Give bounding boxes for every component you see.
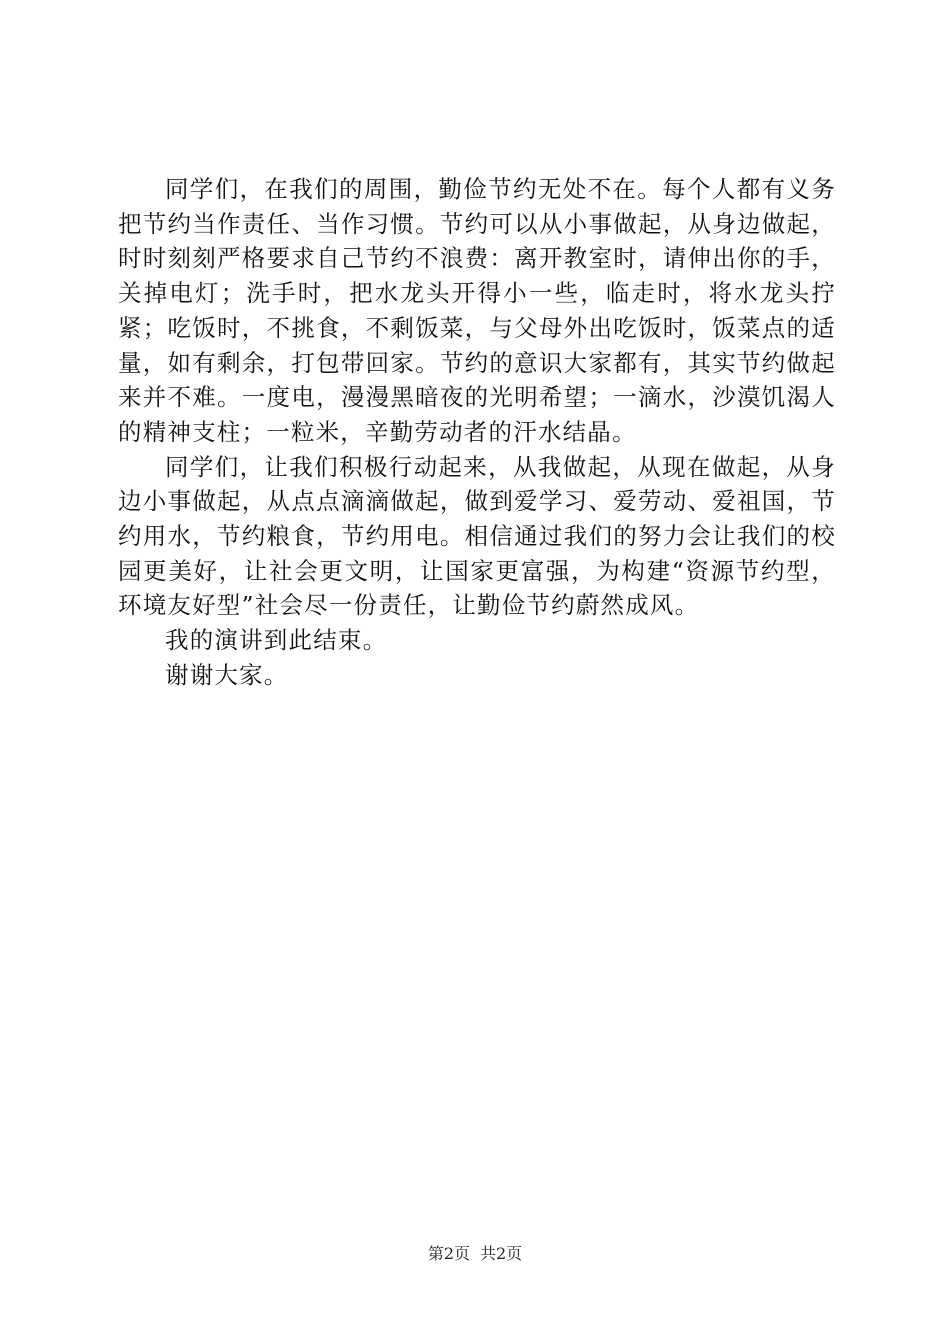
- paragraph-call-to-action: 同学们，让我们积极行动起来，从我做起，从现在做起，从身边小事做起，从点点滴滴做起，做到爱学习、爱劳动、爱祖国，节约用水，节约粮食，节约用电。相信通过我们的努力会让我们的校园更美好，让社会更文明，让国家更富强，为构建“资源节约型，环境友好型”社会尽一份责任，让勤俭节约蔚然成风。: [118, 452, 836, 620]
- paragraph-frugality-everywhere: 同学们，在我们的周围，勤俭节约无处不在。每个人都有义务把节约当作责任、当作习惯。节约可以从小事做起，从身边做起，时时刻刻严格要求自己节约不浪费：离开教室时，请伸出你的手，关掉电灯；洗手时，把水龙头开得小一些，临走时，将水龙头拧紧；吃饭时，不挑食，不剩饭菜，与父母外出吃饭时，饭菜点的适量，如有剩余，打包带回家。节约的意识大家都有，其实节约做起来并不难。一度电，漫漫黑暗夜的光明希望；一滴水，沙漠饥渴人的精神支柱；一粒米，辛勤劳动者的汗水结晶。: [118, 175, 836, 446]
- paragraph-speech-end: 我的演讲到此结束。: [165, 626, 388, 655]
- page-number: 第2页: [427, 1244, 470, 1263]
- page-total: 共2页: [480, 1244, 523, 1263]
- page-footer: [0, 1243, 950, 1265]
- document-body: [118, 172, 836, 693]
- paragraph-thanks: 谢谢大家。: [165, 660, 289, 689]
